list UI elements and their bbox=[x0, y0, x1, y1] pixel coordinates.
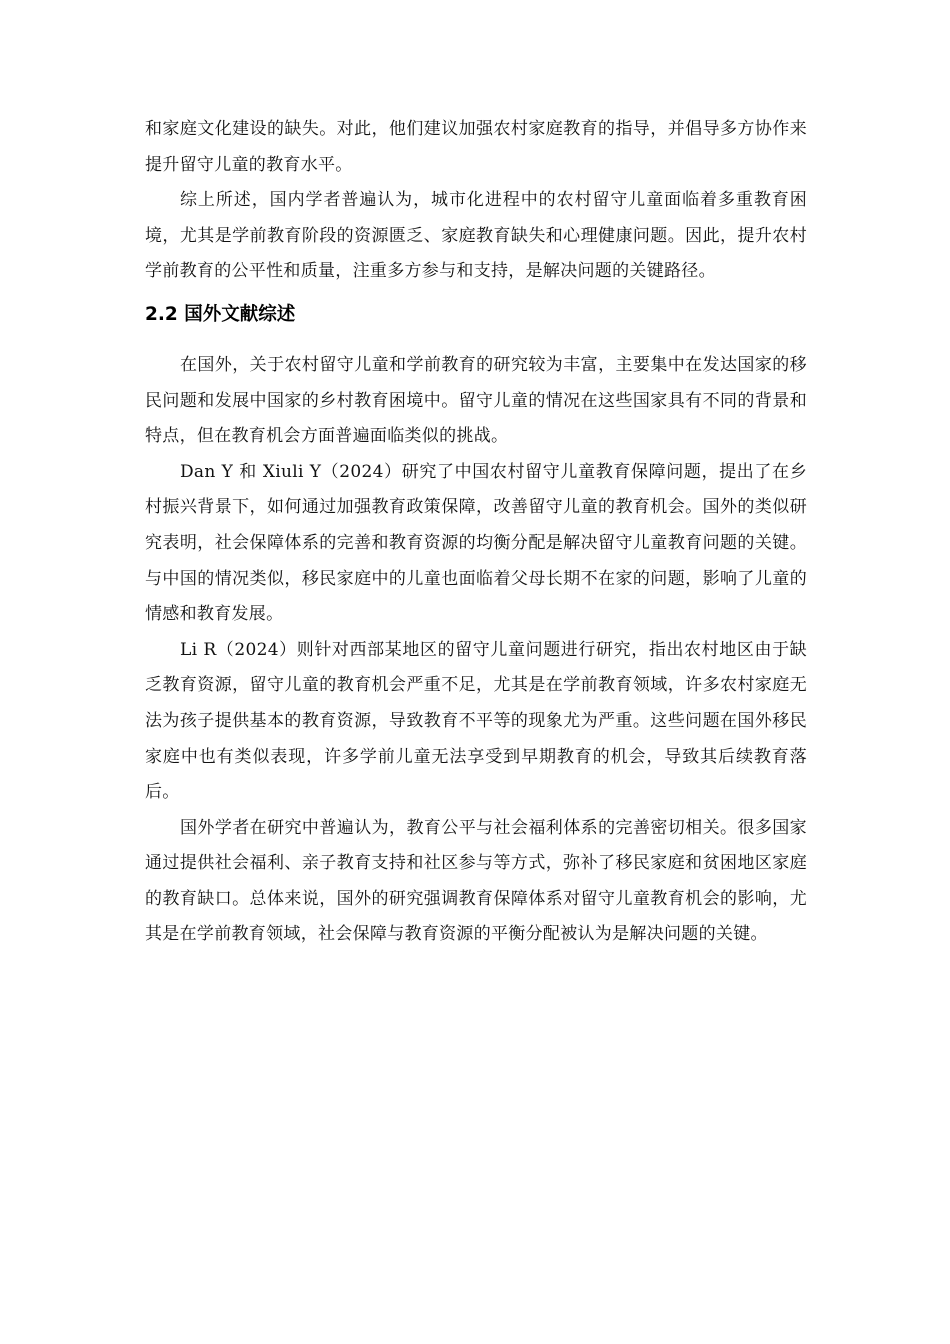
summary-paragraph: 综上所述，国内学者普遍认为，城市化进程中的农村留守儿童面临着多重教育困境，尤其是学前教育阶段的资源匮乏、家庭教育缺失和心理健康问题。因此，提升农村学前教育的公平性和质量，注重多方参与和支持，是解决问题的关键路径。 bbox=[145, 190, 807, 282]
body-paragraph-3: Li R（2024）则针对西部某地区的留守儿童问题进行研究，指出农村地区由于缺乏教育资源，留守儿童的教育机会严重不足，尤其是在学前教育领域，许多农村家庭无法为孩子提供基本的教育资源，导致教育不平等的现象尤为严重。这些问题在国外移民家庭中也有类似表现，许多学前儿童无法享受到早期教育的机会，导致其后续教育落后。 bbox=[145, 639, 807, 803]
body-paragraph-2: Dan Y 和 Xiuli Y（2024）研究了中国农村留守儿童教育保障问题，提出了在乡村振兴背景下，如何通过加强教育政策保障，改善留守儿童的教育机会。国外的类似研究表明，社会保障体系的完善和教育资源的均衡分配是解决留守儿童教育问题的关键。与中国的情况类似，移民家庭中的儿童也面临着父母长期不在家的问题，影响了儿童的情感和教育发展。 bbox=[145, 461, 807, 625]
page-content bbox=[145, 112, 807, 953]
body-paragraph-1: 在国外，关于农村留守儿童和学前教育的研究较为丰富，主要集中在发达国家的移民问题和发展中国家的乡村教育困境中。留守儿童的情况在这些国家具有不同的背景和特点，但在教育机会方面普遍面临类似的挑战。 bbox=[145, 354, 807, 447]
body-paragraph-4: 国外学者在研究中普遍认为，教育公平与社会福利体系的完善密切相关。很多国家通过提供社会福利、亲子教育支持和社区参与等方式，弥补了移民家庭和贫困地区家庭的教育缺口。总体来说，国外的研究强调教育保障体系对留守儿童教育机会的影响，尤其是在学前教育领域，社会保障与教育资源的平衡分配被认为是解决问题的关键。 bbox=[145, 817, 807, 945]
section-heading: 2.2 国外文献综述 bbox=[145, 303, 296, 325]
continued-paragraph: 和家庭文化建设的缺失。对此，他们建议加强农村家庭教育的指导，并倡导多方协作来提升留守儿童的教育水平。 bbox=[145, 119, 807, 175]
